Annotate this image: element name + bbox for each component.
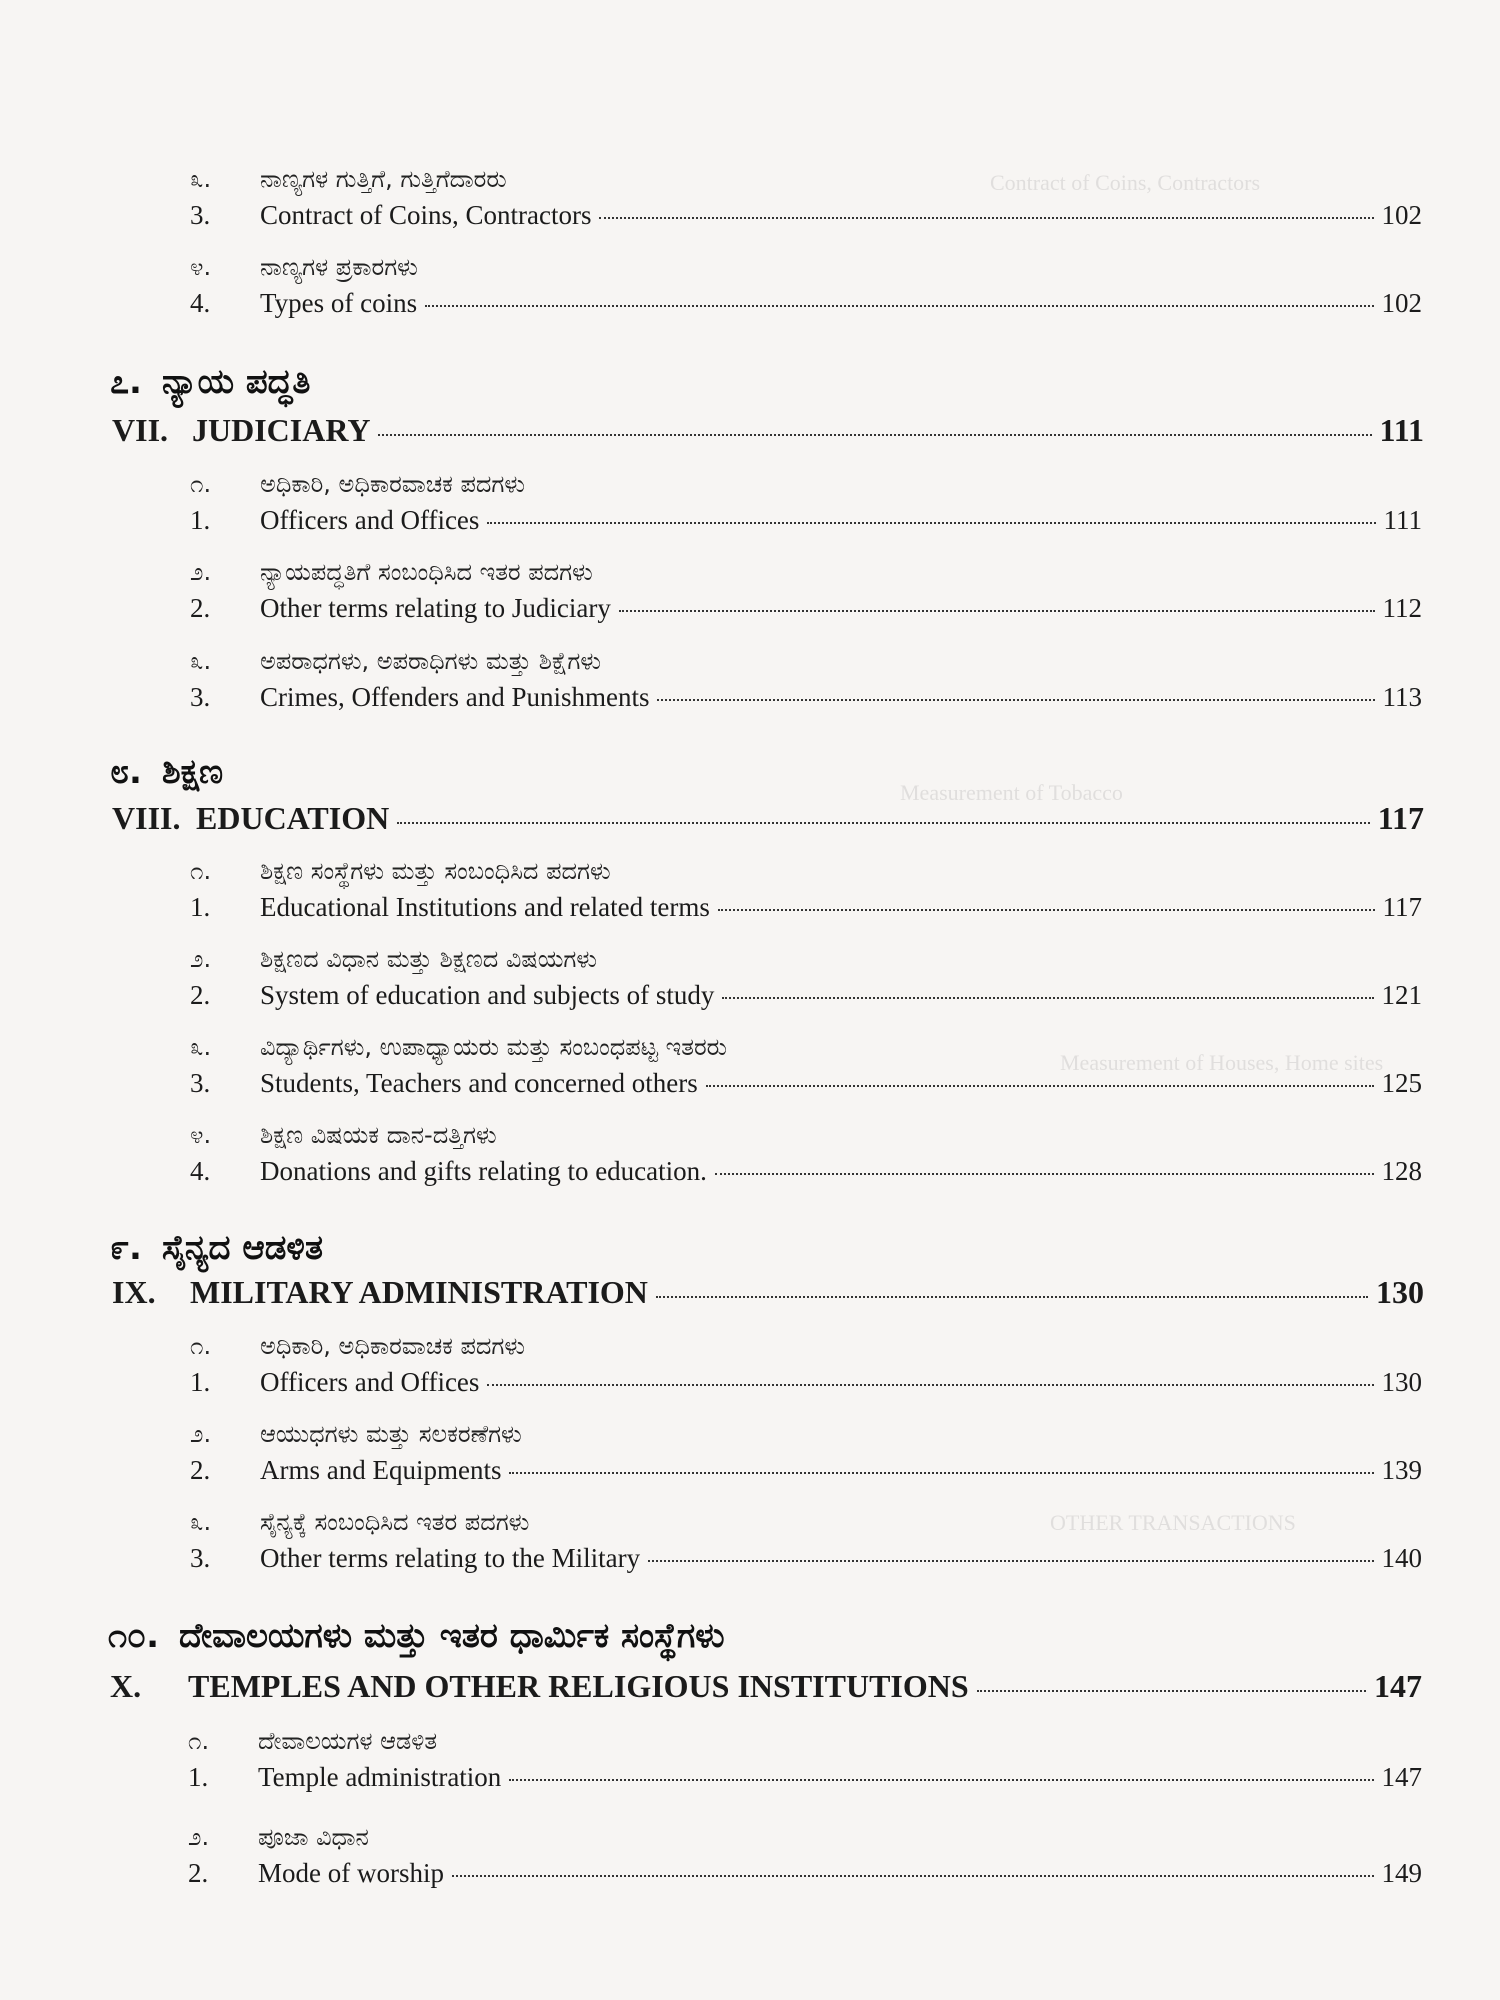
page-number: 121	[1381, 980, 1422, 1010]
kannada-subheading: ೩. ನಾಣ್ಯಗಳ ಗುತ್ತಿಗೆ, ಗುತ್ತಿಗೆದಾರರು	[190, 165, 507, 193]
entry-title: Other terms relating to the Military	[260, 1543, 641, 1573]
entry-number: 1.	[188, 1762, 209, 1792]
section-number: X.	[110, 1668, 142, 1704]
entry-number: 4.	[190, 288, 211, 318]
entry-number: 1.	[190, 892, 211, 922]
entry-number: 2.	[188, 1858, 209, 1888]
page-number: 112	[1382, 593, 1422, 623]
entry-number: 2.	[190, 1455, 211, 1485]
page-number: 117	[1377, 800, 1424, 836]
bleed-through: Measurement of Houses, Home sites	[1060, 1050, 1384, 1075]
kannada-section-heading: ೮. ಶಿಕ್ಷಣ	[110, 752, 224, 792]
toc-entry[interactable]	[190, 505, 1422, 536]
toc-entry[interactable]	[188, 1858, 1422, 1889]
kannada-subheading: ೨. ಶಿಕ್ಷಣದ ವಿಧಾನ ಮತ್ತು ಶಿಕ್ಷಣದ ವಿಷಯಗಳು	[190, 945, 598, 973]
entry-number: 2.	[190, 593, 211, 623]
toc-entry[interactable]	[190, 593, 1422, 624]
dot-leader	[977, 1690, 1366, 1692]
section-title: TEMPLES AND OTHER RELIGIOUS INSTITUTIONS	[188, 1668, 969, 1704]
kannada-subheading: ೧. ಶಿಕ್ಷಣ ಸಂಸ್ಥೆಗಳು ಮತ್ತು ಸಂಬಂಧಿಸಿದ ಪದಗಳು	[190, 857, 611, 885]
toc-entry[interactable]	[190, 1156, 1422, 1187]
entry-number: 3.	[190, 1068, 211, 1098]
kannada-subheading: ೪. ನಾಣ್ಯಗಳ ಪ್ರಕಾರಗಳು	[190, 253, 418, 281]
dot-leader	[509, 1472, 1373, 1474]
entry-number: 3.	[190, 200, 211, 230]
bleed-through: Contract of Coins, Contractors	[990, 170, 1261, 195]
kannada-subheading: ೩. ಸೈನ್ಯಕ್ಕೆ ಸಂಬಂಧಿಸಿದ ಇತರ ಪದಗಳು	[190, 1508, 530, 1536]
page-number: 102	[1381, 200, 1422, 230]
kannada-subheading: ೩. ಅಪರಾಧಗಳು, ಅಪರಾಧಿಗಳು ಮತ್ತು ಶಿಕ್ಷೆಗಳು	[190, 647, 602, 675]
toc-entry[interactable]	[190, 288, 1422, 319]
kannada-subheading: ೧. ಅಧಿಕಾರಿ, ಅಧಿಕಾರವಾಚಕ ಪದಗಳು	[190, 1332, 526, 1360]
page-number: 128	[1381, 1156, 1422, 1186]
toc-entry[interactable]	[190, 1068, 1422, 1099]
section-number: VIII.	[112, 800, 181, 836]
kannada-subheading: ೨. ಪೂಜಾ ವಿಧಾನ	[188, 1823, 369, 1851]
entry-number: 2.	[190, 980, 211, 1010]
toc-entry[interactable]	[190, 1543, 1422, 1574]
dot-leader	[657, 699, 1374, 701]
bleed-through: Measurement of Tobacco	[900, 780, 1123, 805]
entry-title: Officers and Offices	[260, 505, 480, 535]
dot-leader	[397, 822, 1370, 824]
entry-title: Contract of Coins, Contractors	[260, 200, 592, 230]
entry-number: 3.	[190, 1543, 211, 1573]
page-number: 113	[1382, 682, 1422, 712]
dot-leader	[715, 1173, 1374, 1175]
kannada-section-heading: ೯. ಸೈನ್ಯದ ಆಡಳಿತ	[110, 1228, 323, 1268]
entry-number: 1.	[190, 505, 211, 535]
toc-section-entry[interactable]	[112, 800, 1424, 837]
toc-entry[interactable]	[190, 980, 1422, 1011]
entry-title: Mode of worship	[258, 1858, 444, 1888]
entry-title: Donations and gifts relating to education.	[260, 1156, 707, 1186]
dot-leader	[599, 217, 1373, 219]
dot-leader	[452, 1875, 1374, 1877]
page-number: 140	[1381, 1543, 1422, 1573]
toc-entry[interactable]	[190, 1367, 1422, 1398]
kannada-subheading: ೧. ದೇವಾಲಯಗಳ ಆಡಳಿತ	[188, 1727, 438, 1755]
toc-entry[interactable]	[190, 892, 1422, 923]
dot-leader	[487, 1384, 1373, 1386]
entry-number: 1.	[190, 1367, 211, 1397]
toc-entry[interactable]	[190, 682, 1422, 713]
entry-title: Officers and Offices	[260, 1367, 480, 1397]
page-number: 147	[1374, 1668, 1422, 1704]
entry-number: 3.	[190, 682, 211, 712]
page-number: 130	[1376, 1274, 1424, 1310]
dot-leader	[718, 909, 1375, 911]
kannada-subheading: ೨. ಆಯುಧಗಳು ಮತ್ತು ಸಲಕರಣೆಗಳು	[190, 1420, 522, 1448]
entry-title: Other terms relating to Judiciary	[260, 593, 611, 623]
kannada-section-heading: ೭. ನ್ಯಾಯ ಪದ್ಧತಿ	[110, 362, 311, 402]
page-number: 149	[1381, 1858, 1422, 1888]
kannada-subheading: ೨. ನ್ಯಾಯಪದ್ಧತಿಗೆ ಸಂಬಂಧಿಸಿದ ಇತರ ಪದಗಳು	[190, 558, 593, 586]
dot-leader	[648, 1560, 1373, 1562]
toc-section-entry[interactable]	[112, 412, 1424, 449]
section-number: IX.	[112, 1274, 156, 1310]
section-title: EDUCATION	[196, 800, 390, 836]
section-number: VII.	[112, 412, 169, 448]
kannada-section-heading: ೧೦. ದೇವಾಲಯಗಳು ಮತ್ತು ಇತರ ಧಾರ್ಮಿಕ ಸಂಸ್ಥೆಗಳು	[108, 1616, 725, 1656]
kannada-subheading: ೧. ಅಧಿಕಾರಿ, ಅಧಿಕಾರವಾಚಕ ಪದಗಳು	[190, 470, 526, 498]
toc-entry[interactable]	[190, 200, 1422, 231]
dot-leader	[619, 610, 1375, 612]
entry-title: Students, Teachers and concerned others	[260, 1068, 698, 1098]
dot-leader	[378, 434, 1371, 436]
dot-leader	[656, 1296, 1368, 1298]
toc-entry[interactable]	[188, 1762, 1422, 1793]
page-number: 111	[1379, 412, 1424, 448]
bleed-through: OTHER TRANSACTIONS	[1050, 1510, 1296, 1535]
page-number: 139	[1381, 1455, 1422, 1485]
toc-section-entry[interactable]	[110, 1668, 1422, 1705]
dot-leader	[509, 1779, 1373, 1781]
dot-leader	[722, 997, 1373, 999]
entry-title: Arms and Equipments	[260, 1455, 502, 1485]
toc-entry[interactable]	[190, 1455, 1422, 1486]
section-title: MILITARY ADMINISTRATION	[190, 1274, 648, 1310]
page-number: 130	[1381, 1367, 1422, 1397]
page-number: 117	[1382, 892, 1422, 922]
page-number: 125	[1381, 1068, 1422, 1098]
entry-title: Crimes, Offenders and Punishments	[260, 682, 650, 712]
entry-title: Educational Institutions and related terms	[260, 892, 710, 922]
kannada-subheading: ೪. ಶಿಕ್ಷಣ ವಿಷಯಕ ದಾನ-ದತ್ತಿಗಳು	[190, 1121, 497, 1149]
dot-leader	[487, 522, 1375, 524]
entry-number: 4.	[190, 1156, 211, 1186]
toc-section-entry[interactable]	[112, 1274, 1424, 1311]
dot-leader	[706, 1085, 1374, 1087]
section-title: JUDICIARY	[192, 412, 371, 448]
kannada-subheading: ೩. ವಿದ್ಯಾರ್ಥಿಗಳು, ಉಪಾಧ್ಯಾಯರು ಮತ್ತು ಸಂಬಂಧಪಟ್ಟ ಇತರರು	[190, 1033, 727, 1061]
page-number: 102	[1381, 288, 1422, 318]
entry-title: Types of coins	[260, 288, 418, 318]
page-number: 111	[1383, 505, 1422, 535]
entry-title: System of education and subjects of study	[260, 980, 715, 1010]
page-number: 147	[1381, 1762, 1422, 1792]
dot-leader	[425, 305, 1373, 307]
entry-title: Temple administration	[258, 1762, 502, 1792]
